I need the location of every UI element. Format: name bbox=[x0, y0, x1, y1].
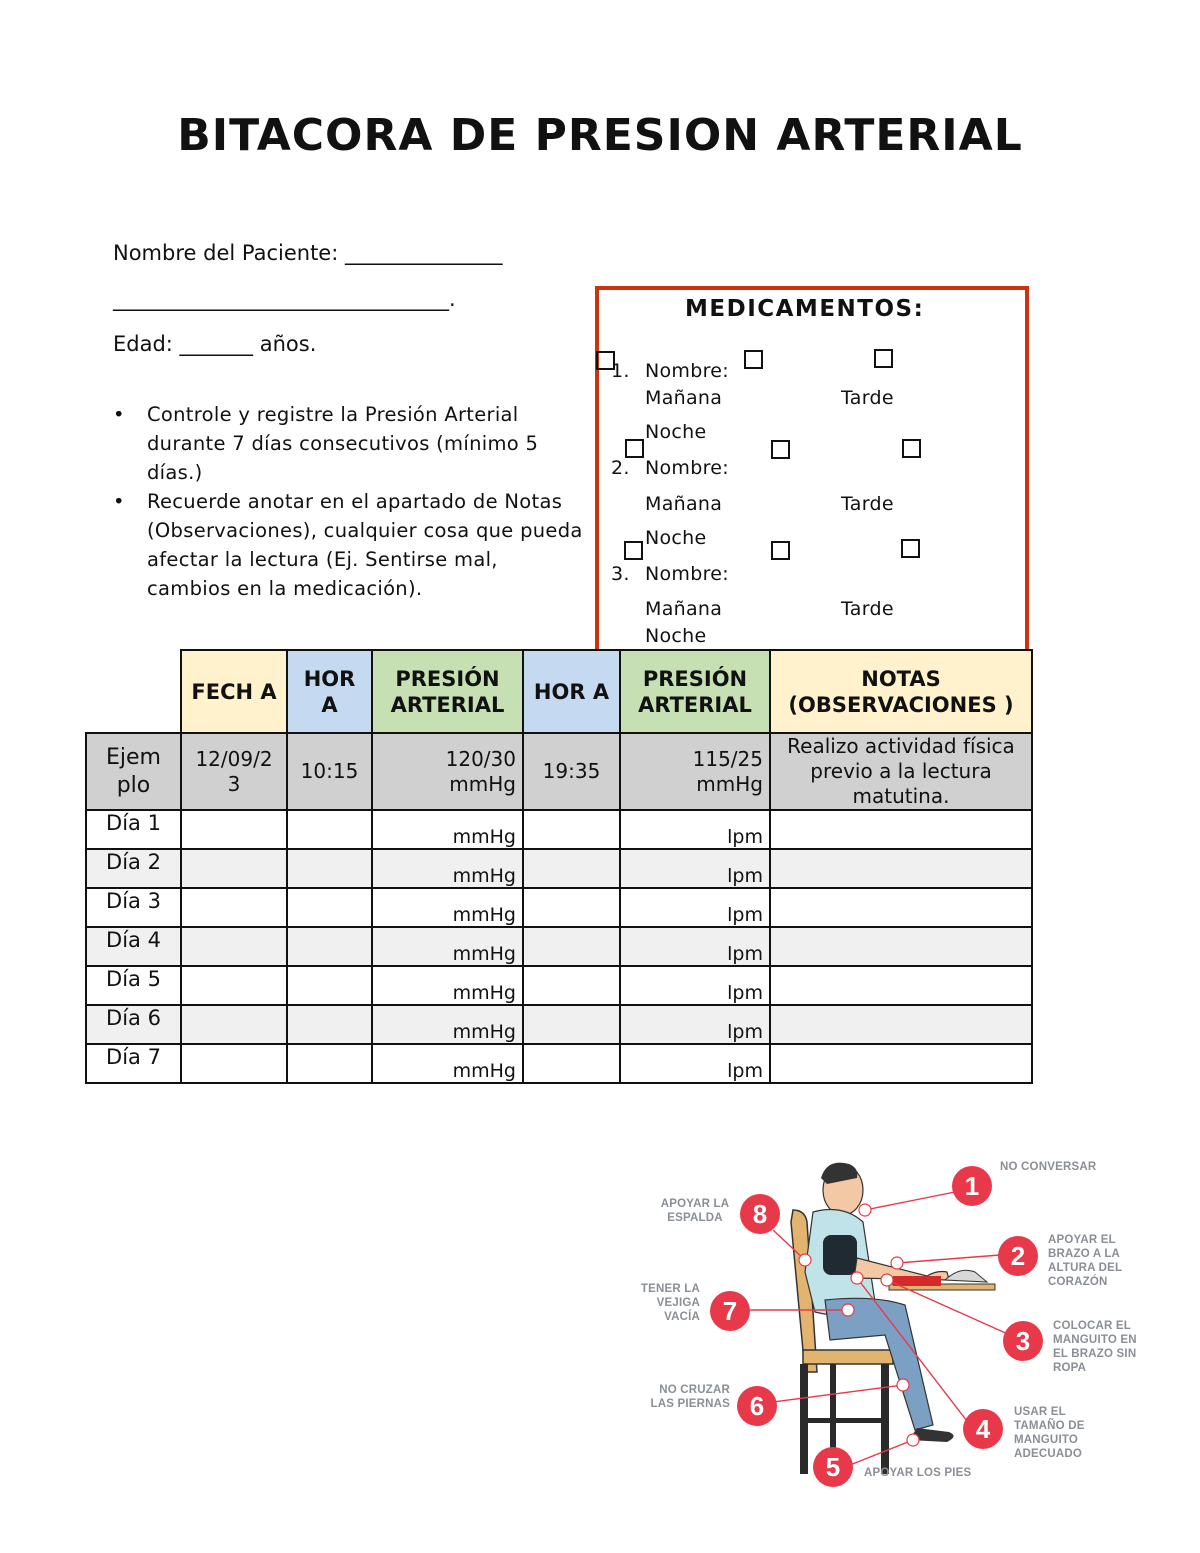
notes-cell[interactable] bbox=[770, 888, 1032, 927]
notes-cell[interactable] bbox=[770, 1044, 1032, 1083]
time-cell[interactable] bbox=[287, 927, 372, 966]
header-presion-2: PRESIÓN ARTERIAL bbox=[620, 650, 770, 733]
header-notas: NOTAS (OBSERVACIONES ) bbox=[770, 650, 1032, 733]
tip-label-7: TENER LA VEJIGA VACÍA bbox=[640, 1283, 700, 1323]
med-name-label: Nombre: bbox=[645, 360, 729, 382]
pulse-cell[interactable]: lpm bbox=[620, 810, 770, 849]
table-header-row bbox=[86, 650, 1032, 733]
checkbox-icon[interactable] bbox=[625, 439, 644, 458]
time-cell-2[interactable] bbox=[523, 1044, 620, 1083]
med-afternoon: Tarde bbox=[841, 493, 894, 515]
time-cell[interactable] bbox=[287, 966, 372, 1005]
tip-label-5: APOYAR LOS PIES bbox=[864, 1467, 972, 1479]
med-morning: Mañana bbox=[645, 387, 723, 409]
date-cell[interactable] bbox=[181, 966, 287, 1005]
medications-title: MEDICAMENTOS: bbox=[685, 296, 925, 322]
pulse-cell[interactable]: lpm bbox=[620, 888, 770, 927]
day-label: Día 5 bbox=[86, 966, 181, 1005]
med-number: 1. bbox=[611, 360, 630, 382]
example-time-2: 19:35 bbox=[523, 733, 620, 810]
pressure-cell[interactable]: mmHg bbox=[372, 849, 523, 888]
example-pressure-2: 115/25 mmHg bbox=[620, 733, 770, 810]
svg-text:6: 6 bbox=[749, 1391, 765, 1421]
pulse-cell[interactable]: lpm bbox=[620, 927, 770, 966]
med-morning: Mañana bbox=[645, 598, 723, 620]
tip-label-3: COLOCAR EL MANGUITO EN EL BRAZO SIN ROPA bbox=[1053, 1320, 1137, 1374]
svg-text:2: 2 bbox=[1010, 1241, 1026, 1271]
table-row bbox=[86, 966, 1032, 1005]
notes-cell[interactable] bbox=[770, 810, 1032, 849]
date-cell[interactable] bbox=[181, 810, 287, 849]
date-cell[interactable] bbox=[181, 1005, 287, 1044]
svg-text:7: 7 bbox=[722, 1296, 738, 1326]
table-row bbox=[86, 927, 1032, 966]
example-time-1: 10:15 bbox=[287, 733, 372, 810]
notes-cell[interactable] bbox=[770, 966, 1032, 1005]
pressure-cell[interactable]: mmHg bbox=[372, 966, 523, 1005]
header-hora-2: HOR A bbox=[523, 650, 620, 733]
tip-label-2: APOYAR EL BRAZO A LA ALTURA DEL CORAZÓN bbox=[1048, 1234, 1122, 1288]
svg-text:5: 5 bbox=[825, 1452, 841, 1482]
pressure-cell[interactable]: mmHg bbox=[372, 1005, 523, 1044]
tip-label-1: NO CONVERSAR bbox=[1000, 1161, 1097, 1173]
svg-text:4: 4 bbox=[975, 1414, 991, 1444]
date-cell[interactable] bbox=[181, 849, 287, 888]
time-cell-2[interactable] bbox=[523, 966, 620, 1005]
med-night: Noche bbox=[645, 527, 707, 549]
table-row bbox=[86, 888, 1032, 927]
time-cell[interactable] bbox=[287, 849, 372, 888]
med-afternoon: Tarde bbox=[841, 598, 894, 620]
example-notes: Realizo actividad física previo a la lectura matutina. bbox=[770, 733, 1032, 810]
day-label: Día 1 bbox=[86, 810, 181, 849]
date-cell[interactable] bbox=[181, 1044, 287, 1083]
table-row bbox=[86, 849, 1032, 888]
notes-cell[interactable] bbox=[770, 1005, 1032, 1044]
svg-text:8: 8 bbox=[752, 1199, 768, 1229]
example-pressure-1: 120/30 mmHg bbox=[372, 733, 523, 810]
pulse-cell[interactable]: lpm bbox=[620, 1005, 770, 1044]
checkbox-icon[interactable] bbox=[771, 440, 790, 459]
date-cell[interactable] bbox=[181, 927, 287, 966]
svg-text:1: 1 bbox=[964, 1171, 980, 1201]
bullet-glyph: • bbox=[113, 490, 125, 513]
example-label: Ejem plo bbox=[86, 733, 181, 810]
day-label: Día 7 bbox=[86, 1044, 181, 1083]
example-date: 12/09/2 3 bbox=[181, 733, 287, 810]
checkbox-icon[interactable] bbox=[771, 541, 790, 560]
instruction-item bbox=[113, 400, 583, 487]
pressure-cell[interactable]: mmHg bbox=[372, 1044, 523, 1083]
patient-name-line-2: ________________________________. bbox=[113, 287, 456, 311]
header-fecha: FECH A bbox=[181, 650, 287, 733]
example-row bbox=[86, 733, 1032, 810]
time-cell[interactable] bbox=[287, 1044, 372, 1083]
day-label: Día 2 bbox=[86, 849, 181, 888]
pressure-cell[interactable]: mmHg bbox=[372, 927, 523, 966]
day-label: Día 6 bbox=[86, 1005, 181, 1044]
date-cell[interactable] bbox=[181, 888, 287, 927]
checkbox-icon[interactable] bbox=[902, 439, 921, 458]
med-name-label: Nombre: bbox=[645, 563, 729, 585]
checkbox-icon[interactable] bbox=[744, 350, 763, 369]
page-title: BITACORA DE PRESION ARTERIAL bbox=[177, 110, 1023, 161]
tip-label-6: NO CRUZAR LAS PIERNAS bbox=[650, 1384, 730, 1410]
time-cell-2[interactable] bbox=[523, 810, 620, 849]
instruction-item bbox=[113, 487, 583, 603]
pulse-cell[interactable]: lpm bbox=[620, 966, 770, 1005]
patient-age-line: Edad: _______ años. bbox=[113, 332, 317, 356]
instruction-text: Recuerde anotar en el apartado de Notas (Observaciones), cualquier cosa que pueda afectar la lectura (Ej. Sentirse mal, cambios en la medicación). bbox=[147, 490, 583, 600]
day-label: Día 3 bbox=[86, 888, 181, 927]
table-row bbox=[86, 1005, 1032, 1044]
time-cell[interactable] bbox=[287, 810, 372, 849]
pulse-cell[interactable]: lpm bbox=[620, 1044, 770, 1083]
med-name-label: Nombre: bbox=[645, 457, 729, 479]
med-morning: Mañana bbox=[645, 493, 723, 515]
med-night: Noche bbox=[645, 421, 707, 443]
pressure-cell[interactable]: mmHg bbox=[372, 888, 523, 927]
time-cell-2[interactable] bbox=[523, 1005, 620, 1044]
pulse-cell[interactable]: lpm bbox=[620, 849, 770, 888]
pressure-cell[interactable]: mmHg bbox=[372, 810, 523, 849]
time-cell-2[interactable] bbox=[523, 927, 620, 966]
time-cell[interactable] bbox=[287, 1005, 372, 1044]
time-cell-2[interactable] bbox=[523, 888, 620, 927]
time-cell-2[interactable] bbox=[523, 849, 620, 888]
med-number: 2. bbox=[611, 457, 630, 479]
patient-name-line: Nombre del Paciente: _______________ bbox=[113, 241, 503, 265]
day-label: Día 4 bbox=[86, 927, 181, 966]
checkbox-icon[interactable] bbox=[624, 541, 643, 560]
blood-pressure-log-table bbox=[85, 649, 1033, 1084]
time-cell[interactable] bbox=[287, 888, 372, 927]
notes-cell[interactable] bbox=[770, 849, 1032, 888]
table-corner-cell bbox=[86, 650, 181, 733]
table-row bbox=[86, 1044, 1032, 1083]
med-afternoon: Tarde bbox=[841, 387, 894, 409]
tip-label-4: USAR EL TAMAÑO DE MANGUITO ADECUADO bbox=[1014, 1406, 1085, 1460]
checkbox-icon[interactable] bbox=[901, 539, 920, 558]
header-presion: PRESIÓN ARTERIAL bbox=[372, 650, 523, 733]
instruction-text: Controle y registre la Presión Arterial durante 7 días consecutivos (mínimo 5 días.) bbox=[147, 403, 539, 484]
notes-cell[interactable] bbox=[770, 927, 1032, 966]
header-hora: HOR A bbox=[287, 650, 372, 733]
instructions-list bbox=[113, 400, 583, 603]
med-night: Noche bbox=[645, 625, 707, 647]
med-number: 3. bbox=[611, 563, 630, 585]
checkbox-icon[interactable] bbox=[874, 349, 893, 368]
table-row bbox=[86, 810, 1032, 849]
bullet-glyph: • bbox=[113, 403, 125, 426]
tip-label-8: APOYAR LA ESPALDA bbox=[660, 1198, 730, 1224]
svg-text:3: 3 bbox=[1015, 1326, 1031, 1356]
